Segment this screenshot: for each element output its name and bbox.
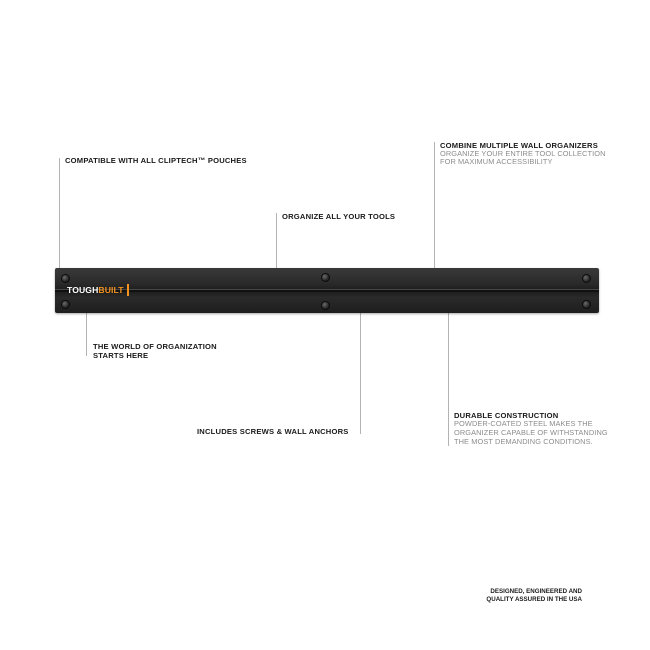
callout-durable-desc-line1: POWDER-COATED STEEL MAKES THE <box>454 419 593 428</box>
callout-combine-title: COMBINE MULTIPLE WALL ORGANIZERS <box>440 141 598 150</box>
screw-icon <box>582 300 591 309</box>
callout-screws-title: INCLUDES SCREWS & WALL ANCHORS <box>197 427 349 436</box>
callout-combine-line <box>434 142 435 270</box>
callout-compatible-title: COMPATIBLE WITH ALL CLIPTECH™ POUCHES <box>65 156 247 165</box>
screw-icon <box>321 301 330 310</box>
callout-combine-desc-line1: ORGANIZE YOUR ENTIRE TOOL COLLECTION <box>440 149 606 158</box>
logo-text-tough: TOUGH <box>67 285 99 295</box>
callout-compatible-line <box>59 158 60 270</box>
screw-icon <box>582 274 591 283</box>
callout-durable-title: DURABLE CONSTRUCTION <box>454 411 559 420</box>
callout-durable-desc-line3: THE MOST DEMANDING CONDITIONS. <box>454 437 593 446</box>
wall-organizer-rail <box>55 268 599 313</box>
toughbuilt-logo <box>67 284 129 296</box>
footer-usa-note <box>486 588 582 604</box>
callout-durable-desc-line2: ORGANIZER CAPABLE OF WITHSTANDING <box>454 428 608 437</box>
logo-text-built: BUILT <box>98 285 124 295</box>
screw-icon <box>61 274 70 283</box>
rail-ridge <box>55 289 599 292</box>
callout-durable-line <box>448 312 449 446</box>
callout-screws-line <box>360 312 361 434</box>
callout-world-line <box>86 312 87 356</box>
logo-accent-bar <box>127 284 129 296</box>
callout-world-title-line2: STARTS HERE <box>93 351 149 360</box>
callout-organize-title: ORGANIZE ALL YOUR TOOLS <box>282 212 396 221</box>
footer-line1: DESIGNED, ENGINEERED AND <box>490 588 582 595</box>
footer-line2: QUALITY ASSURED IN THE USA <box>486 596 582 603</box>
callout-combine-desc-line2: FOR MAXIMUM ACCESSIBILITY <box>440 157 553 166</box>
screw-icon <box>321 273 330 282</box>
screw-icon <box>61 300 70 309</box>
callout-organize-line <box>276 213 277 270</box>
callout-world-title-line1: THE WORLD OF ORGANIZATION <box>93 342 217 351</box>
